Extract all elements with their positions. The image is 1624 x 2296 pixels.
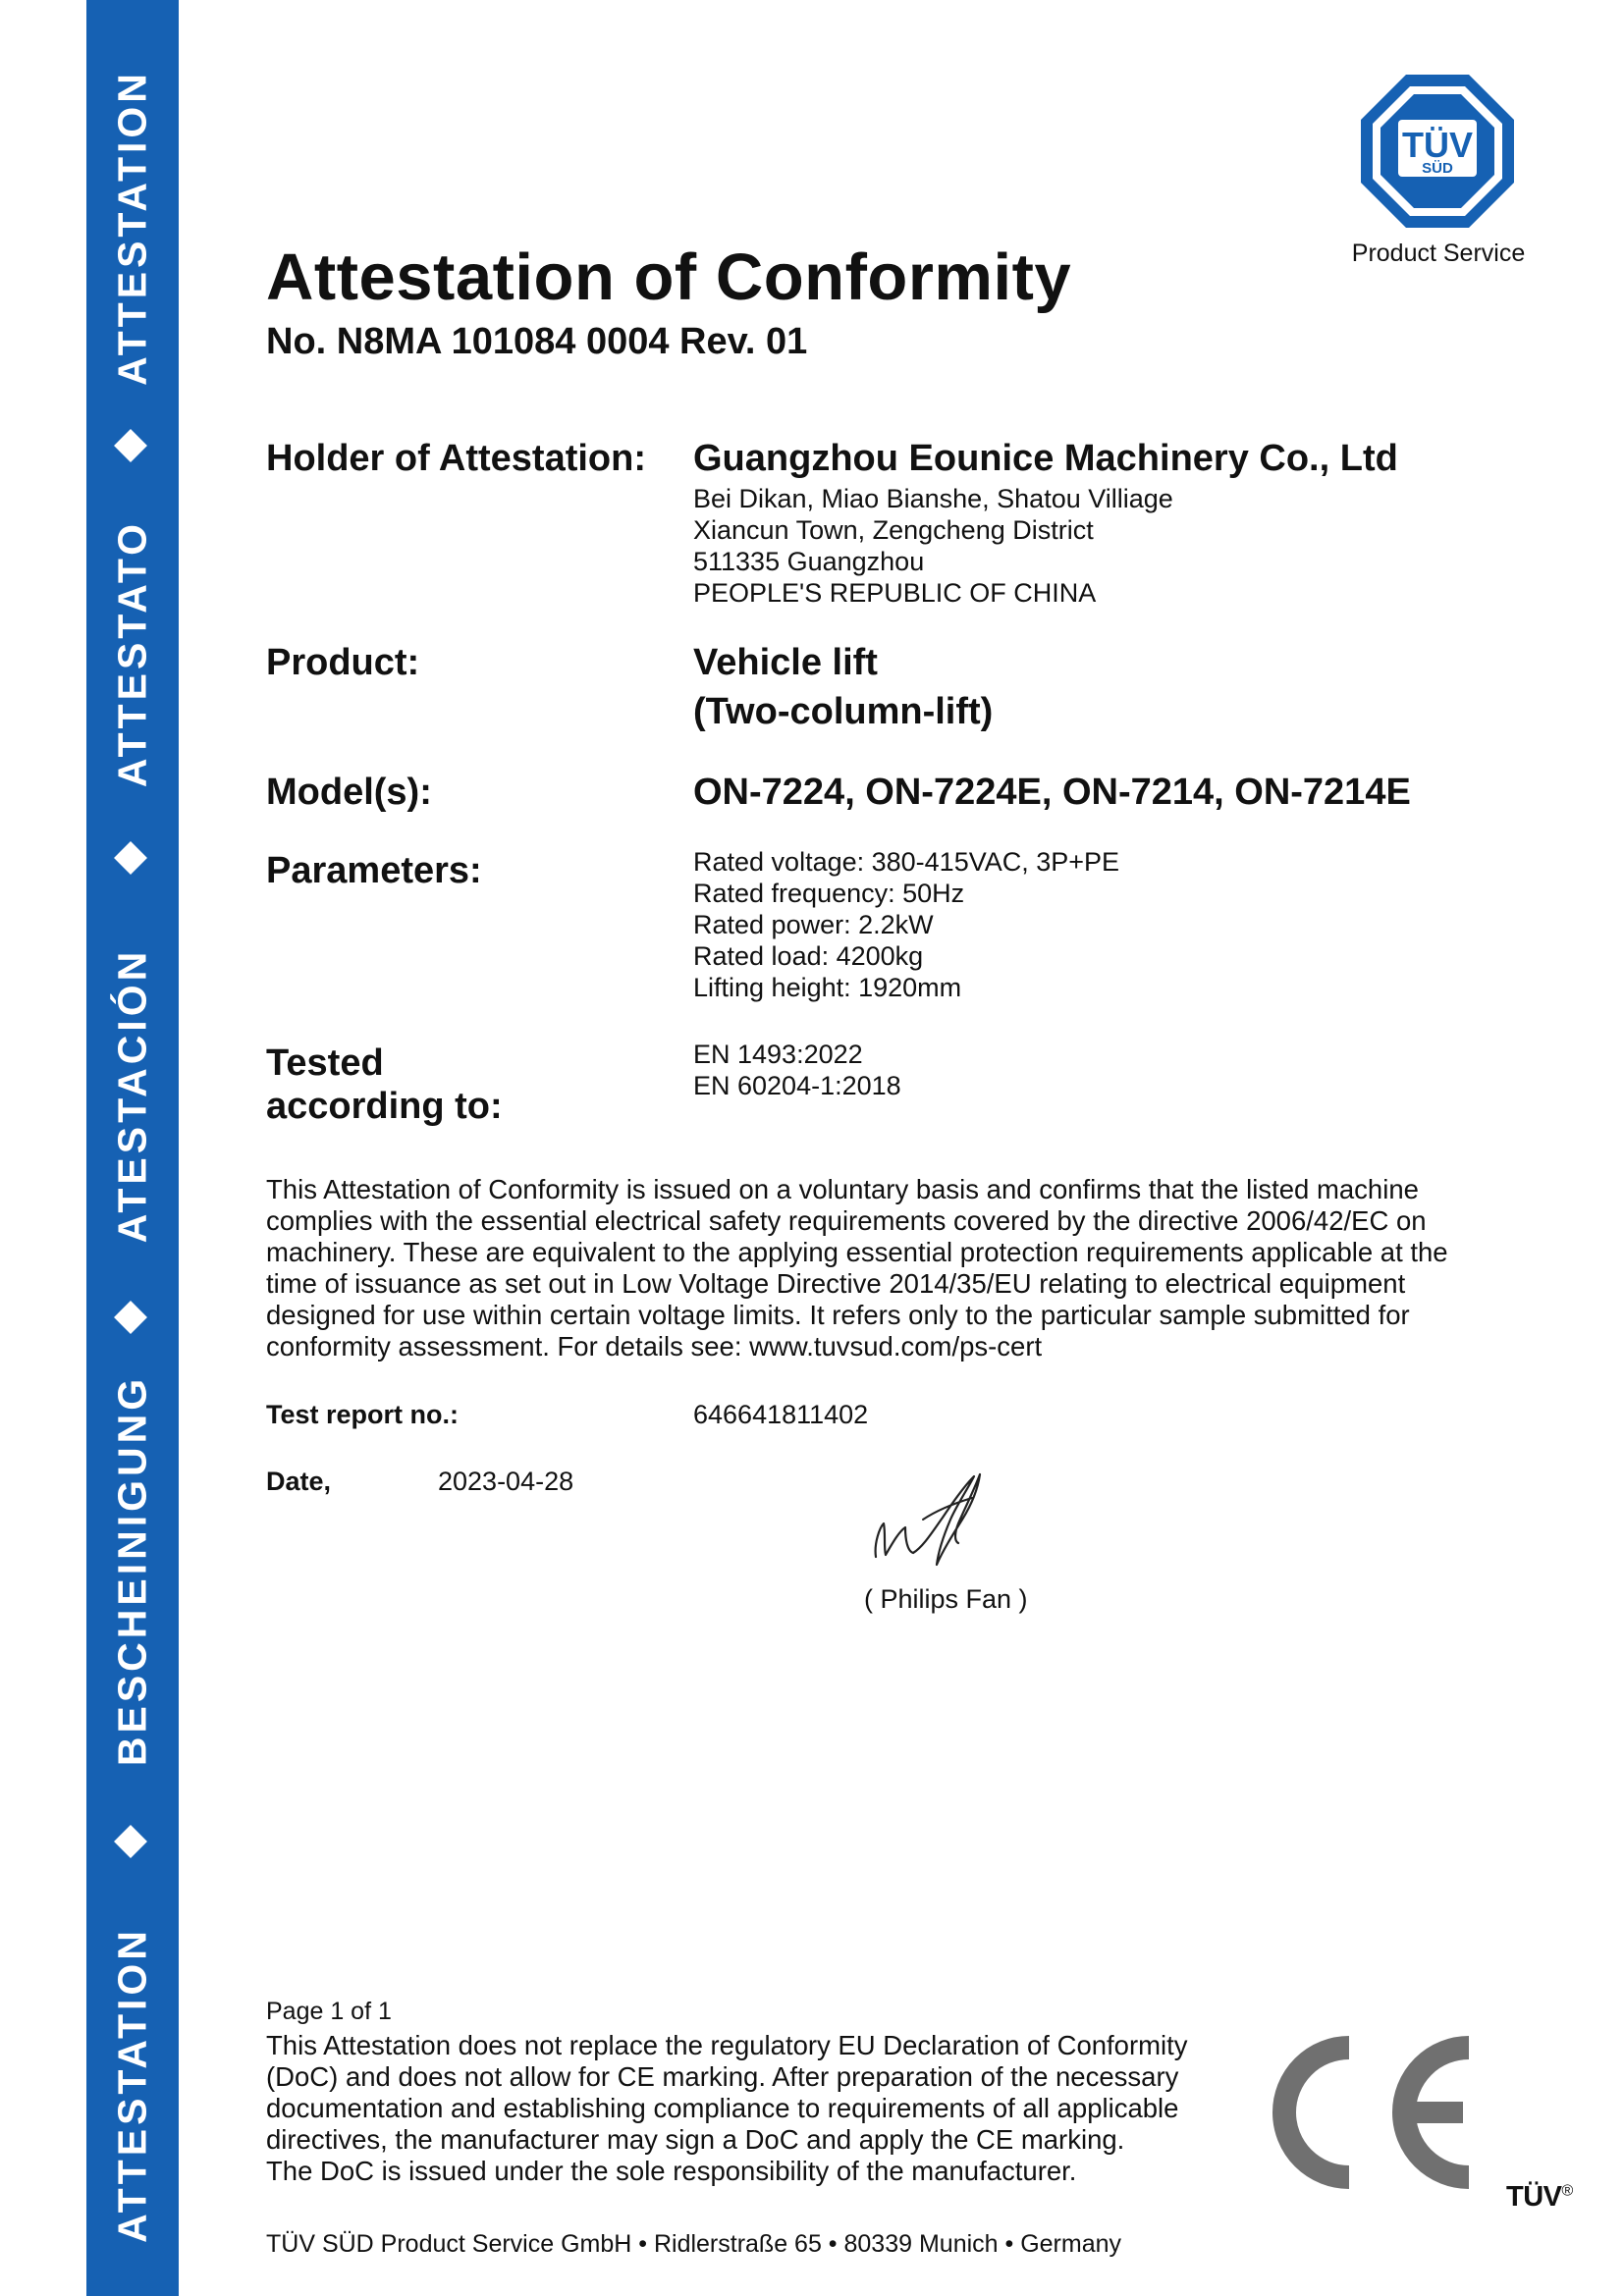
holder-label: Holder of Attestation: bbox=[266, 438, 647, 479]
logo-caption: Product Service bbox=[1351, 240, 1526, 267]
test-report-label: Test report no.: bbox=[266, 1400, 460, 1429]
product-label: Product: bbox=[266, 642, 420, 683]
tested-label: Tested bbox=[266, 1042, 384, 1084]
page-title: Attestation of Conformity bbox=[266, 240, 1072, 314]
footer-note-line: documentation and establishing compliance to requirements of all applicable bbox=[266, 2093, 1179, 2123]
parameter-line: Rated power: 2.2kW bbox=[693, 910, 934, 939]
footer-note-line: directives, the manufacturer may sign a DoC and apply the CE marking. bbox=[266, 2124, 1125, 2155]
signature bbox=[864, 1463, 1011, 1580]
document-number: No. N8MA 101084 0004 Rev. 01 bbox=[266, 321, 808, 362]
parameter-line: Lifting height: 1920mm bbox=[693, 973, 962, 1002]
standard-line: EN 1493:2022 bbox=[693, 1040, 863, 1069]
attestation-statement: This Attestation of Conformity is issued on a voluntary basis and confirms that the listed machine complies with the essential electrical safety requirements covered by the directive 2006/42/EC on machinery. These are equivalent to the applying essential protection requirements applicable at the time of issuance as set out in Low Voltage Directive 2014/35/EU relating to electrical equipment designed for use within certain voltage limits. It refers only to the particular sample submitted for conformity assessment. For details see: www.tuvsud.com/ps-cert bbox=[266, 1174, 1448, 1362]
diamond-icon bbox=[114, 841, 147, 875]
test-report-value: 646641811402 bbox=[693, 1400, 869, 1429]
diamond-icon bbox=[114, 1301, 147, 1334]
footer-address: TÜV SÜD Product Service GmbH • Ridlerstraße 65 • 80339 Munich • Germany bbox=[266, 2230, 1122, 2258]
tuv-mark: TÜV® bbox=[1506, 2181, 1573, 2213]
holder-address-line: Bei Dikan, Miao Bianshe, Shatou Villiage bbox=[693, 484, 1173, 513]
product-name: Vehicle lift bbox=[693, 642, 878, 683]
standard-line: EN 60204-1:2018 bbox=[693, 1071, 901, 1100]
holder-address-line: PEOPLE'S REPUBLIC OF CHINA bbox=[693, 578, 1097, 608]
tested-label: according to: bbox=[266, 1086, 503, 1127]
diamond-icon bbox=[114, 429, 147, 462]
tuv-sud-logo-icon bbox=[1359, 73, 1516, 230]
footer-note bbox=[266, 2030, 1248, 2187]
parameter-line: Rated load: 4200kg bbox=[693, 941, 924, 971]
product-type: (Two-column-lift) bbox=[693, 691, 994, 732]
svg-text:TÜV: TÜV bbox=[1402, 125, 1473, 165]
footer-note-line: (DoC) and does not allow for CE marking. After preparation of the necessary bbox=[266, 2061, 1179, 2092]
diamond-icon bbox=[114, 1825, 147, 1858]
models-label: Model(s): bbox=[266, 772, 432, 813]
svg-text:SÜD: SÜD bbox=[1422, 160, 1453, 177]
sidebar-band: ATTESTATION ATTESTATO ATESTACIÓN BESCHEINIGUNG ATTESTATION bbox=[86, 0, 179, 2296]
footer-note-line: The DoC is issued under the sole responsibility of the manufacturer. bbox=[266, 2156, 1077, 2186]
ce-mark-icon bbox=[1261, 2034, 1479, 2191]
parameter-line: Rated frequency: 50Hz bbox=[693, 879, 965, 908]
parameter-line: Rated voltage: 380-415VAC, 3P+PE bbox=[693, 847, 1120, 877]
footer-note-line: This Attestation does not replace the regulatory EU Declaration of Conformity bbox=[266, 2030, 1188, 2060]
models-value: ON-7224, ON-7224E, ON-7214, ON-7214E bbox=[693, 772, 1411, 813]
date-label: Date, bbox=[266, 1467, 332, 1496]
holder-address-line: 511335 Guangzhou bbox=[693, 547, 925, 576]
page-indicator: Page 1 of 1 bbox=[266, 1998, 392, 2025]
signer-name: ( Philips Fan ) bbox=[864, 1584, 1028, 1614]
holder-address-line: Xiancun Town, Zengcheng District bbox=[693, 515, 1094, 545]
holder-company: Guangzhou Eounice Machinery Co., Ltd bbox=[693, 438, 1398, 479]
parameters-label: Parameters: bbox=[266, 850, 482, 891]
date-value: 2023-04-28 bbox=[438, 1467, 574, 1496]
